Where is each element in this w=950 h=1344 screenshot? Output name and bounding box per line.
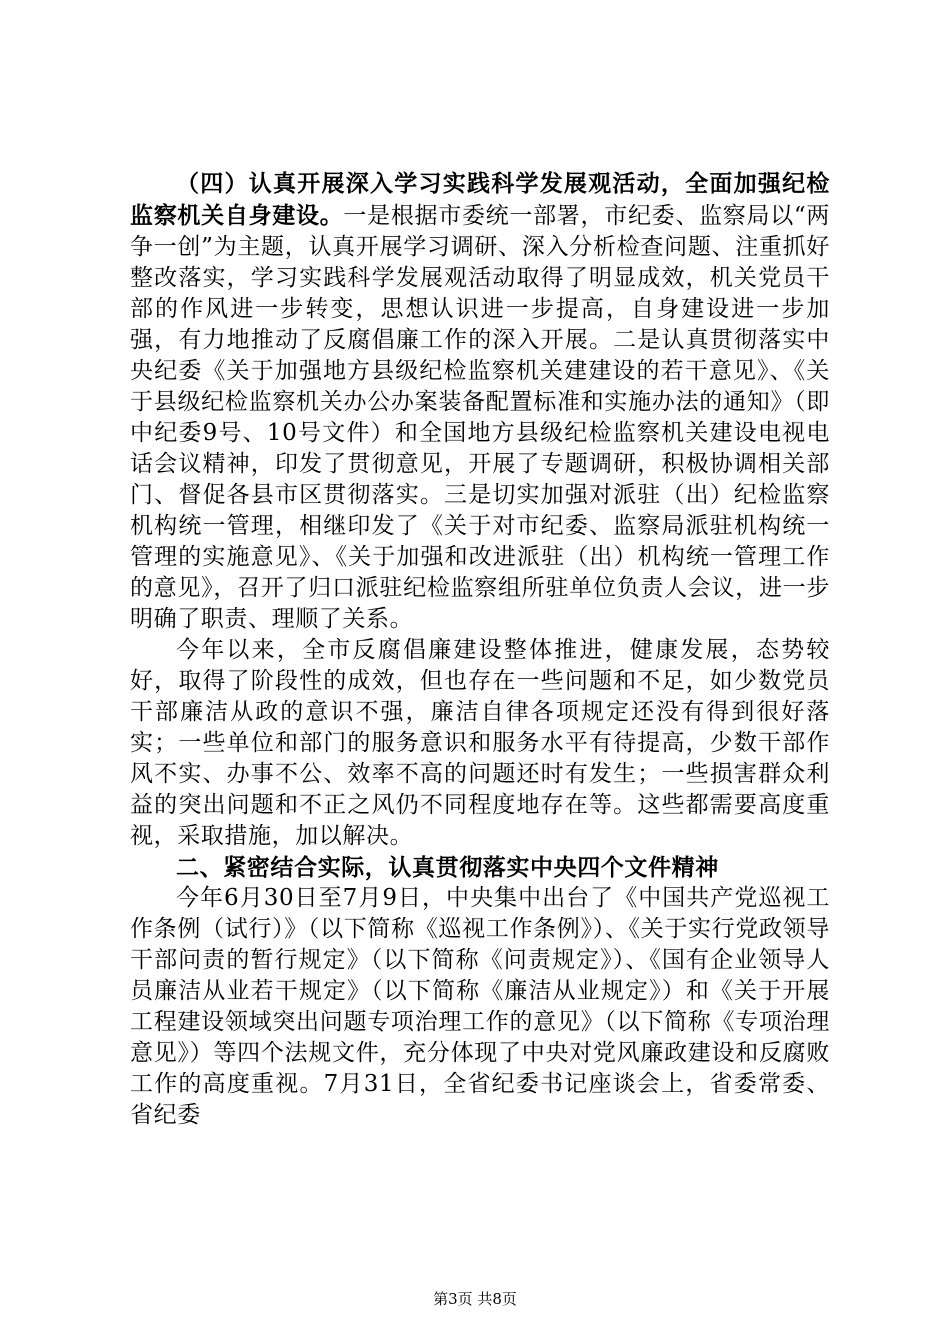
paragraph-section-2: 今年6月30日至7月9日，中央集中出台了《中国共产党巡视工作条例（试行）》（以下简称《巡视工作条例》）、《关于实行党政领导干部问责的暂行规定》（以下简称《问责规定》）、《国有企业领导人员廉洁从业若干规定》（以下简称《廉洁从业规定》）和《关于开展工程建设领域突出问题专项治理工作的意见》（以下简称《专项治理意见》）等四个法规文件，充分体现了中央对党风廉政建设和反腐败工作的高度重视。7月31日，全省纪委书记座谈会上，省委常委、省纪委: [130, 885, 830, 1128]
section-4-lead: （四）认真开展深入学习实践科学发展观活动，全面加强纪检监察机关自身建设。: [130, 170, 830, 229]
page-footer: 第3页 共8页: [433, 1290, 517, 1308]
section-4-body: 一是根据市委统一部署，市纪委、监察局以“两争一创”为主题，认真开展学习调研、深入分析检查问题、注重抓好整改落实，学习实践科学发展观活动取得了明显成效，机关党员干部的作风进一步转变，思想认识进一步提高，自身建设进一步加强，有力地推动了反腐倡廉工作的深入开展。二是认真贯彻落实中央纪委《关于加强地方县级纪检监察机关建建设的若干意见》、《关于县级纪检监察机关办公办案装备配置标准和实施办法的通知》（即中纪委9号、10号文件）和全国地方县级纪检监察机关建设电视电话会议精神，印发了贯彻意见，开展了专题调研，积极协调相关部门、督促各县市区贯彻落实。三是切实加强对派驻（出）纪检监察机构统一管理，相继印发了《关于对市纪委、监察局派驻机构统一管理的实施意见》、《关于加强和改进派驻（出）机构统一管理工作的意见》，召开了归口派驻纪检监察组所驻单位负责人会议，进一步明确了职责、理顺了关系。: [130, 203, 830, 632]
paragraph-section-4: [130, 168, 830, 635]
section-heading-2: 二、紧密结合实际，认真贯彻落实中央四个文件精神: [176, 854, 719, 881]
paragraph-summary: 今年以来，全市反腐倡廉建设整体推进，健康发展，态势较好，取得了阶段性的成效，但也存在一些问题和不足，如少数党员干部廉洁从政的意识不强，廉洁自律各项规定还没有得到很好落实；一些单位和部门的服务意识和服务水平有待提高，少数干部作风不实、办事不公、效率不高的问题还时有发生；一些损害群众利益的突出问题和不正之风仍不同程度地存在等。这些都需要高度重视，采取措施，加以解决。: [130, 637, 830, 849]
document-body: [130, 168, 830, 1131]
